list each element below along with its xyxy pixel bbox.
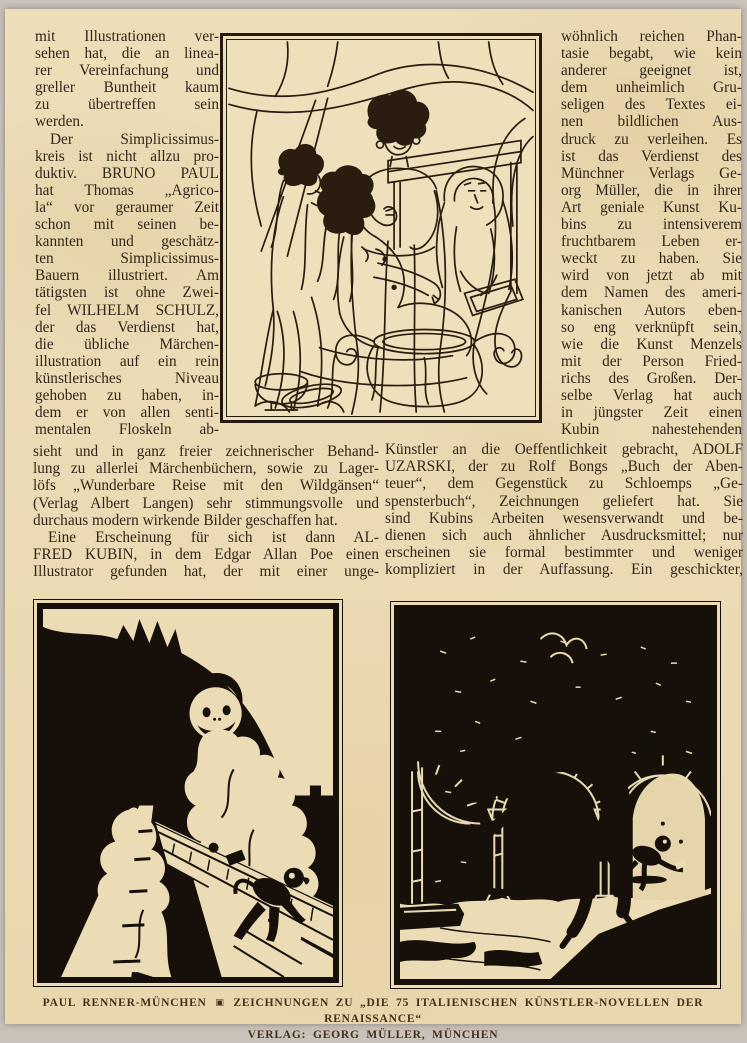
text-line: hat Thomas „Agrico- [35,181,219,199]
text-line: Illustrator gefunden hat, der mit einer unge- [33,563,379,581]
text-line: erscheinen sie formal bestimmter und weniger [385,544,743,562]
text-line: sieht und in ganz freier zeichnerischer Behand- [33,443,379,460]
text-line: kompliziert in der Auffassung. Ein geschickter, [385,561,743,579]
text-line: kanischen Autors eben- [561,301,742,319]
text-line: durchaus modern wirkende Bilder geschaffen hat. [33,511,338,529]
woodcut-cloister-devil [390,601,721,989]
text-line: ten Simplicissimus- [35,250,219,268]
text-line: künstlerisches Niveau [35,369,219,387]
text-line: so eng verknüpft sein, [561,318,742,336]
text-line: Art geniale Kunst Ku- [561,198,742,216]
railway-ghosts-scene [43,609,333,977]
text-line: seligen des Textes ei- [561,96,742,114]
scanned-magazine-page [5,9,743,1041]
text-line: bins zu intensiverem [561,216,742,234]
text-line: richs des Großen. Der- [561,369,742,387]
illustration-inner-frame [226,39,536,417]
text-line: der das Verdienst hat, [35,318,219,336]
cloister-devil-scene [400,611,711,979]
text-line: druck zu verleihen. Es [561,130,742,148]
text-line: teuer“, dem Gegenstück zu Schloemps „Ge- [385,475,743,493]
text-line: dem unheimlich Gru- [561,79,742,97]
text-line: (Verlag Albert Langen) sehr stimmungsvolle und [33,494,379,512]
text-line: illustration auf ein rein [35,352,219,370]
text-line: fel WILHELM SCHULZ, [35,301,219,319]
caption-line-1 [5,994,741,1027]
woodcut-inner-frame [394,605,717,985]
text-line: spensterbuch“, Zeichnungen geliefert hat. Sie [385,492,743,510]
text-line: mit Illustrationen ver- [35,28,219,45]
text-line: zu übertreffen sein [35,96,219,114]
text-line: Bauern illustriert. Am [35,267,219,285]
standing-woman-figure [351,91,445,414]
text-line: rer Vereinfachung und [35,62,219,80]
text-line: sind Kubins Arbeiten wesensverwandt und be- [385,509,743,527]
text-line: dienen sich auch ähnlicher Ausdrucksmittel; nur [385,526,743,544]
text-line: selbe Verlag hat auch [561,386,742,404]
caption-title: ZEICHNUNGEN ZU „DIE 75 ITALIENISCHEN KÜNSTLER-NOVELLEN DER RENAISSANCE“ [233,997,704,1025]
text-line: FRED KUBIN, in dem Edgar Allan Poe einen [33,546,379,564]
text-line: wie die Kunst Menzels [561,335,742,353]
text-line: lung zu allerlei Märchenbüchern, sowie zu Lager- [33,460,379,478]
text-line: Münchner Verlags Ge- [561,164,742,182]
caption-publisher: VERLAG: GEORG MÜLLER, MÜNCHEN [247,1029,499,1041]
text-line: ist das Verdienst des [561,147,742,165]
text-line: dem er von allen senti- [35,404,219,422]
text-line: dem Namen des ameri- [561,284,742,302]
text-line: nen bildlichen Aus- [561,113,742,131]
text-line: Der Simplicissimus- [50,130,219,148]
text-line: UZARSKI, der zu Rolf Bongs „Buch der Aben- [385,458,743,476]
text-line: fruchtbarem Leben er- [561,233,742,251]
text-column-mid-right [385,441,743,579]
text-line: Eine Erscheinung für sich ist dann AL- [48,528,379,546]
text-line: tätigsten ist ohne Zwei- [35,284,219,302]
square-separator-icon: ▣ [215,997,225,1007]
text-line: wird von jetzt ab mit [561,267,742,285]
text-line: Künstler an die Oeffentlichkeit gebracht, ADOLF [385,441,743,458]
text-line: mit der Person Fried- [561,352,742,370]
illustration-caption [5,994,741,1043]
caption-artist: PAUL RENNER-MÜNCHEN [42,997,207,1009]
woodcut-railway-ghosts [33,599,343,987]
text-line: la“ vor geraumer Zeit [35,198,219,216]
text-line: Kubin nahestehenden [561,421,742,439]
text-line: löfs „Wunderbare Reise mit den Wildgänsen“ [33,477,379,495]
text-line: sehen hat, die an linea- [35,45,219,63]
text-line: werden. [35,113,84,131]
text-line: greller Buntheit kaum [35,79,219,97]
text-column-top-left [35,28,219,438]
text-line: schon mit seinen be- [35,216,219,234]
text-line: anderer geeignet ist, [561,62,742,80]
text-line: mentalen Floskeln ab- [35,421,219,439]
line-drawing-illustration-toilette-scene [220,33,542,423]
text-line: org Müller, die in ihrer [561,181,742,199]
text-line: gehoben zu haben, in- [35,386,219,404]
text-line: wöhnlich reichen Phan- [561,28,742,45]
text-line: in jüngster Zeit einen [561,404,742,422]
text-line: die übliche Märchen- [35,335,219,353]
woodcut-inner-frame [37,603,339,983]
text-line: duktiv. BRUNO PAUL [35,164,219,182]
caption-line-2 [5,1027,741,1043]
text-column-mid-left [33,443,379,581]
text-line: weckt zu haben. Sie [561,250,742,268]
text-line: kannten und geschätz- [35,233,219,251]
text-line: tasie begabt, wie kein [561,45,742,63]
text-line: kreis ist nicht allzu pro- [35,147,219,165]
bedroom-scene-drawing [227,40,535,416]
text-column-top-right [561,28,742,438]
